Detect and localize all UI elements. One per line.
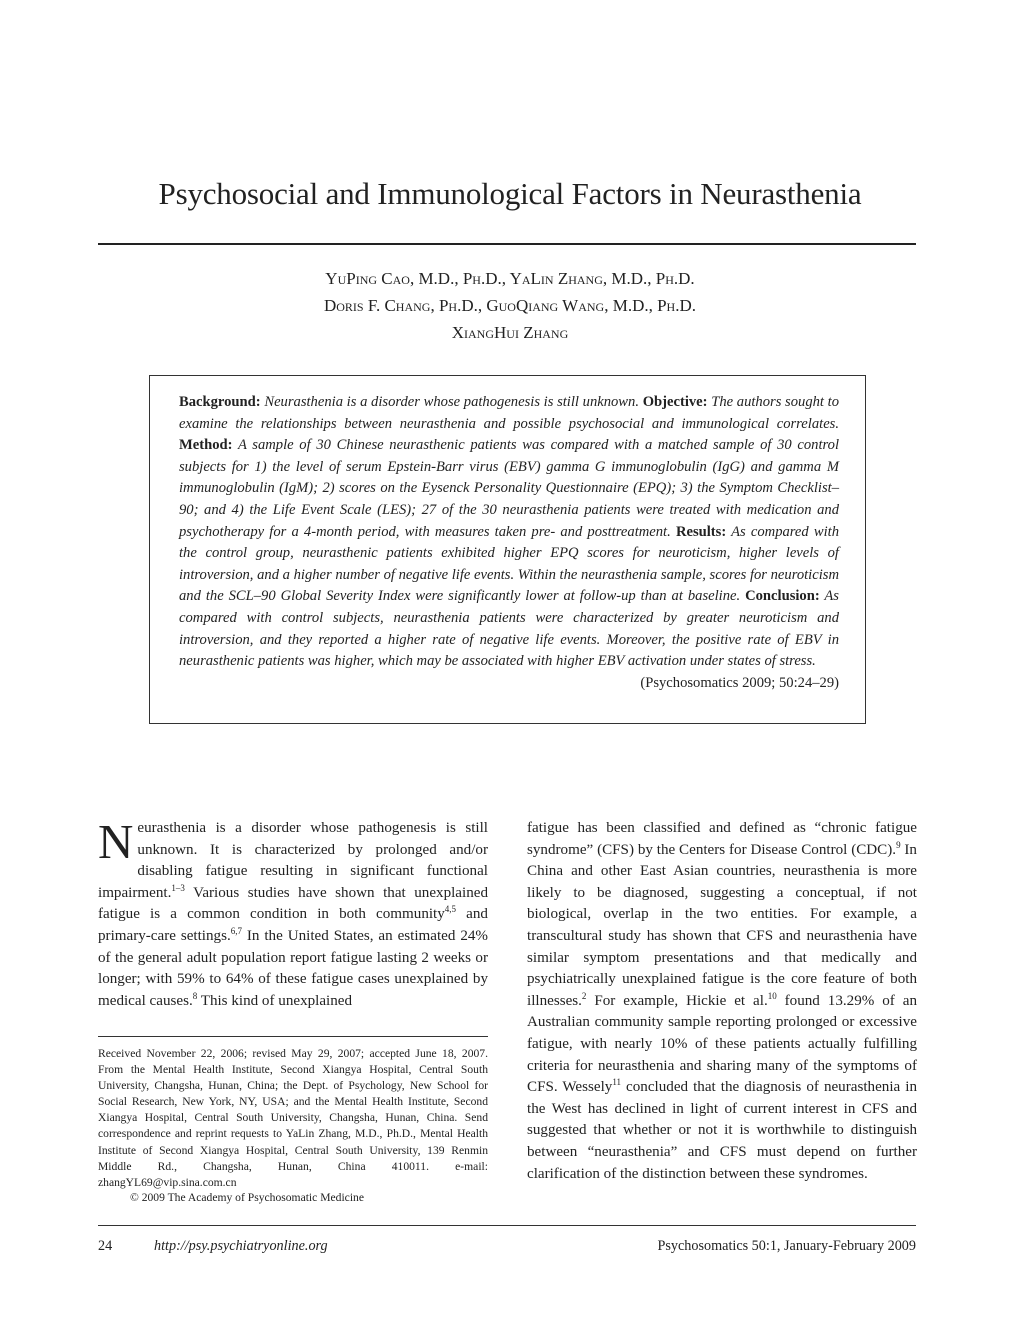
title-rule	[98, 243, 916, 245]
footnote-rule	[98, 1036, 488, 1037]
body-text: In the United States, an estimated 24% of the general adult population report fatigue lasting 2 weeks or longer; with 59% to 64% of these fatigue cases unexplained by medical causes.	[98, 927, 488, 1009]
method-text: A sample of 30 Chinese neurasthenic patients was compared with a matched sample of 30 control subjects for 1) the level of serum Epstein-Barr virus (EBV) gamma G immunoglobulin (IgG) and gamma M immunoglobulin (IgM); 2) scores on the Eysenck Personality Questionnaire (EPQ); 3) the Symptom Checklist–90; and 4) the Life Event Scale (LES); 27 of the 30 neurasthenia patients were treated with medication and psychotherapy for a 4-month period, with measures taken pre- and posttreatment.	[179, 437, 839, 540]
author-list	[0, 265, 1020, 346]
reference-mark: 10	[767, 990, 777, 1001]
body-text: and primary-care settings.	[98, 906, 488, 944]
journal-url-link[interactable]: http://psy.psychiatryonline.org	[154, 1238, 328, 1254]
objective-text: The authors sought to examine the relationships between neurasthenia and possible psychosocial and immunological correlates.	[179, 394, 840, 432]
page-number: 24	[98, 1238, 113, 1254]
body-column-right	[527, 818, 917, 1185]
reference-mark: 4,5	[444, 904, 457, 915]
body-column-left	[98, 814, 488, 1012]
background-label: Background:	[179, 394, 261, 410]
received-footnote: Received November 22, 2006; revised May 29, 2007; accepted June 18, 2007. From the Mental Health Institute, Second Xiangya Hospital, Central South University, Changsha, Hunan, China; the Dept. of Psychology, New School for Social Research, New York, NY, USA; and the Mental Health Institute, Second Xiangya Hospital, Central South University, Changsha, Hunan, China. Send correspondence and reprint requests to YaLin Zhang, M.D., Ph.D., Mental Health Institute of Second Xiangya Hospital, Central South University, 139 Renmin Middle Rd., Changsha, Hunan, China 410011. e-mail: zhangYL69@vip.sina.com.cn	[98, 1047, 488, 1189]
body-text: concluded that the diagnosis of neurasthenia in the West has declined in light of current interest in CFS and suggested that whether or not it is worthwhile to distinguish between “neurasthenia” and CFS must depend on further clarification of the distinction between these syndromes.	[527, 1079, 917, 1182]
footer-rule	[98, 1225, 916, 1226]
objective-label: Objective:	[642, 394, 708, 410]
copyright-notice: © 2009 The Academy of Psychosomatic Medicine	[130, 1191, 364, 1204]
journal-citation: Psychosomatics 50:1, January-February 2009	[657, 1238, 916, 1254]
abstract-citation: (Psychosomatics 2009; 50:24–29)	[640, 674, 839, 691]
results-label: Results:	[675, 523, 727, 540]
body-text: fatigue has been classified and defined as “chronic fatigue syndrome” (CFS) by the Centers for Disease Control (CDC).	[527, 820, 917, 858]
body-text: eurasthenia is a disorder whose pathogenesis is still unknown. It is characterized by prolonged and/or disabling fatigue resulting in significant functional impairment.	[98, 820, 488, 901]
drop-cap: N	[98, 814, 134, 869]
conclusion-text: As compared with control subjects, neurasthenia patients were characterized by greater neuroticism and introversion, and they reported a higher rate of negative life events. Moreover, the positive rate of EBV in neurasthenic patients was higher, which may be associated with higher EBV activation under states of stress.	[179, 588, 839, 670]
body-text: For example, Hickie et al.	[586, 992, 768, 1009]
body-text: This kind of unexplained	[197, 992, 353, 1009]
method-label: Method:	[179, 437, 233, 454]
reference-mark: 11	[612, 1077, 621, 1088]
author-line-1: YuPing Cao, M.D., Ph.D., YaLin Zhang, M.D., Ph.D.	[325, 269, 695, 288]
author-line-3: XiangHui Zhang	[451, 323, 569, 342]
results-text: As compared with the control group, neurasthenic patients exhibited higher EPQ scores for neuroticism, higher levels of introversion, and a higher number of negative life events. Within the neurasthenia sample, scores for neuroticism and the SCL–90 Global Severity Index were significantly lower at follow-up than at baseline.	[179, 523, 839, 605]
body-text: found 13.29% of an Australian community sample reporting prolonged or excessive fatigue, with nearly 10% of these patients actually fulfilling criteria for neurasthenia and sharing many of the symptoms of CFS. Wessely	[527, 992, 917, 1096]
article-title: Psychosocial and Immunological Factors in Neurasthenia	[158, 176, 862, 211]
body-text: Various studies have shown that unexplained fatigue is a common condition in both community	[98, 884, 488, 923]
author-line-2: Doris F. Chang, Ph.D., GuoQiang Wang, M.D., Ph.D.	[323, 296, 697, 315]
reference-mark: 1–3	[171, 882, 185, 893]
reference-mark: 9	[896, 839, 901, 850]
reference-mark: 8	[192, 990, 198, 1001]
abstract	[179, 392, 839, 694]
body-text: In China and other East Asian countries, neurasthenia is more likely to be diagnosed, suggesting a conceptual, if not biological, overlap in the two entities. For example, a transcultural study has shown that CFS and neurasthenia have similar symptom presentations and that medically and psychiatrically unexplained fatigue is the core feature of both illnesses.	[527, 841, 917, 1009]
reference-mark: 2	[581, 990, 587, 1001]
conclusion-label: Conclusion:	[745, 588, 820, 605]
background-text: Neurasthenia is a disorder whose pathogenesis is still unknown.	[264, 394, 639, 410]
reference-mark: 6,7	[230, 925, 242, 936]
